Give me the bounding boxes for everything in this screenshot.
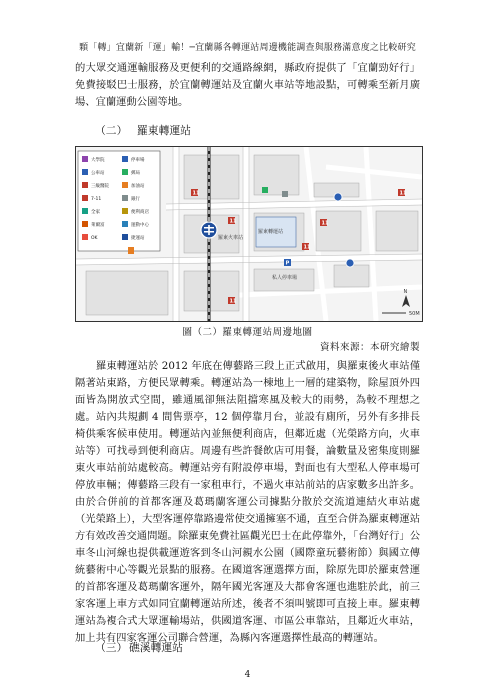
place-label-parking: 私人停車場 xyxy=(272,275,298,281)
parking-icon xyxy=(284,259,291,267)
legend-label: 公車站 xyxy=(91,171,105,176)
convenience-store-icon xyxy=(191,189,200,197)
convenience-store-icon xyxy=(228,297,237,305)
figure-caption: 圖（二）羅東轉運站周邊地圖 xyxy=(182,327,313,338)
svg-text:11: 11 xyxy=(229,218,237,225)
svg-text:P: P xyxy=(285,260,290,267)
legend-label: 7-11 xyxy=(91,197,102,202)
gas-station-icon xyxy=(128,247,134,254)
legend-label: 全家 xyxy=(91,210,100,215)
body-paragraph: 羅東轉運站於 2012 年底在傳藝路三段上正式啟用，與羅東後火車站僅隔著站東路，方便民眾轉乘。轉運站為一棟地上一層的建築物，除屋頂外四面皆為開放式空間，雖通風卻無法阻擋寒風及較大的雨勢，為較不理想之處。站內共規劃 4 間售票亭，12 個停靠月台，並設有廁所，另外有多排長椅供乘客候車使用。轉運站內並無便利商店，但鄰近處（光榮路方向，火車站等）可找尋到便利商店。周邊有些許餐飲店可用餐，論數量及密集度則羅東火車站前站處較高。轉運站旁有附設停車場，對面也有大型私人停車場可停放車輛；傳藝路三段有一家租車行，不過火車站前站的店家數多出許多。由於合併前的首都客運及葛瑪蘭客運公司據點分散於交流道連結火車站處（光榮路上），大型客運停靠路邊常使交通擁塞不通，直至合併為羅東轉運站方有效改善交通問題。除羅東免費社區觀光巴士在此停靠外，「台灣好行」公車冬山河線也提供載運遊客到冬山河親水公園（國際童玩藝術節）與國立傳統藝術中心等觀光景點的服務。在國道客運選擇方面，除原先即於羅東營運的首都客運及葛瑪蘭客運外，隔年國光客運及大都會客運也進駐於此，前三家客運上車方式如同宜蘭轉運站所述，後者不須叫號即可直接上車。羅東轉運站為複合式大眾運輸場站，供國道客運、市區公車靠站，且鄰近火車站，加上共有四家客運公司聯合營運，為縣內客運選擇性最高的轉運站。 xyxy=(75,360,420,644)
bus-stop-icon xyxy=(334,193,342,201)
legend-label: 郵局 xyxy=(131,171,140,176)
section-number: （二） xyxy=(95,124,128,137)
post-office-icon xyxy=(262,187,268,193)
post-office-icon xyxy=(122,169,128,175)
page-number: 4 xyxy=(244,670,251,680)
section-title: 羅東轉運站 xyxy=(137,124,191,137)
intro-paragraph: 的大眾交通運輸服務及更便利的交通路線網，縣政府提供了「宜蘭勁好行」免費接駁巴士服務，於宜蘭轉運站及宜蘭火車站等地設點，可轉乘至新月廣場、宜蘭運動公園等地。 xyxy=(75,62,420,108)
convenience-store-icon xyxy=(82,234,88,240)
legend-label: OK xyxy=(91,236,98,241)
place-label-station: 羅東火車站 xyxy=(218,235,244,241)
convenience-store-icon xyxy=(320,219,329,227)
legend-label: 捷運站 xyxy=(131,236,145,241)
svg-text:11: 11 xyxy=(229,298,237,305)
convenience-store-icon xyxy=(82,221,88,227)
school-icon xyxy=(82,156,88,162)
place-label-transfer: 羅東轉運站 xyxy=(258,229,284,235)
parking-icon xyxy=(122,156,128,162)
convenience-store-icon xyxy=(82,208,88,214)
svg-text:11: 11 xyxy=(303,244,311,251)
hospital-icon xyxy=(82,182,88,188)
sports-icon xyxy=(122,221,128,227)
train-station-icon xyxy=(201,222,217,238)
convenience-store-icon xyxy=(398,189,407,197)
convenience-store-icon xyxy=(302,243,311,251)
map-legend xyxy=(78,151,160,251)
section-title: 礁溪轉運站 xyxy=(129,641,183,654)
legend-label: 便利商店 xyxy=(131,210,149,215)
legend-label: 大學院 xyxy=(91,158,105,163)
bank-icon xyxy=(122,195,128,201)
map-figure xyxy=(75,146,423,322)
legend-label: 加油站 xyxy=(131,184,145,189)
section-heading-2 xyxy=(95,123,191,138)
legend-label: 停車場 xyxy=(131,158,145,163)
svg-text:11: 11 xyxy=(321,220,329,227)
convenience-store-icon xyxy=(82,195,88,201)
bus-stop-icon xyxy=(346,259,354,267)
section-heading-3 xyxy=(95,640,183,655)
legend-label: 萊爾富 xyxy=(91,223,105,228)
scale-label: 50M xyxy=(409,311,420,317)
svg-text:11: 11 xyxy=(399,190,407,197)
legend-label: 銀行 xyxy=(131,197,140,202)
shop-icon xyxy=(122,208,128,214)
figure-source: 資料來源：本研究繪製 xyxy=(319,342,420,353)
gas-station-icon xyxy=(122,182,128,188)
bank-icon xyxy=(282,191,288,197)
map-svg xyxy=(76,147,422,321)
bus-stop-icon xyxy=(82,169,88,175)
station-icon xyxy=(122,234,128,240)
section-number: （三） xyxy=(95,641,128,654)
legend-label: 三級醫院 xyxy=(91,184,109,189)
convenience-store-icon xyxy=(228,217,237,225)
svg-text:N: N xyxy=(403,289,408,295)
running-header: 顆「轉」宜蘭新「運」輸！─宜蘭縣各轉運站周邊機能調查與服務滿意度之比較研究 xyxy=(79,43,416,53)
svg-text:11: 11 xyxy=(192,190,200,197)
legend-label: 運動中心 xyxy=(131,223,149,228)
